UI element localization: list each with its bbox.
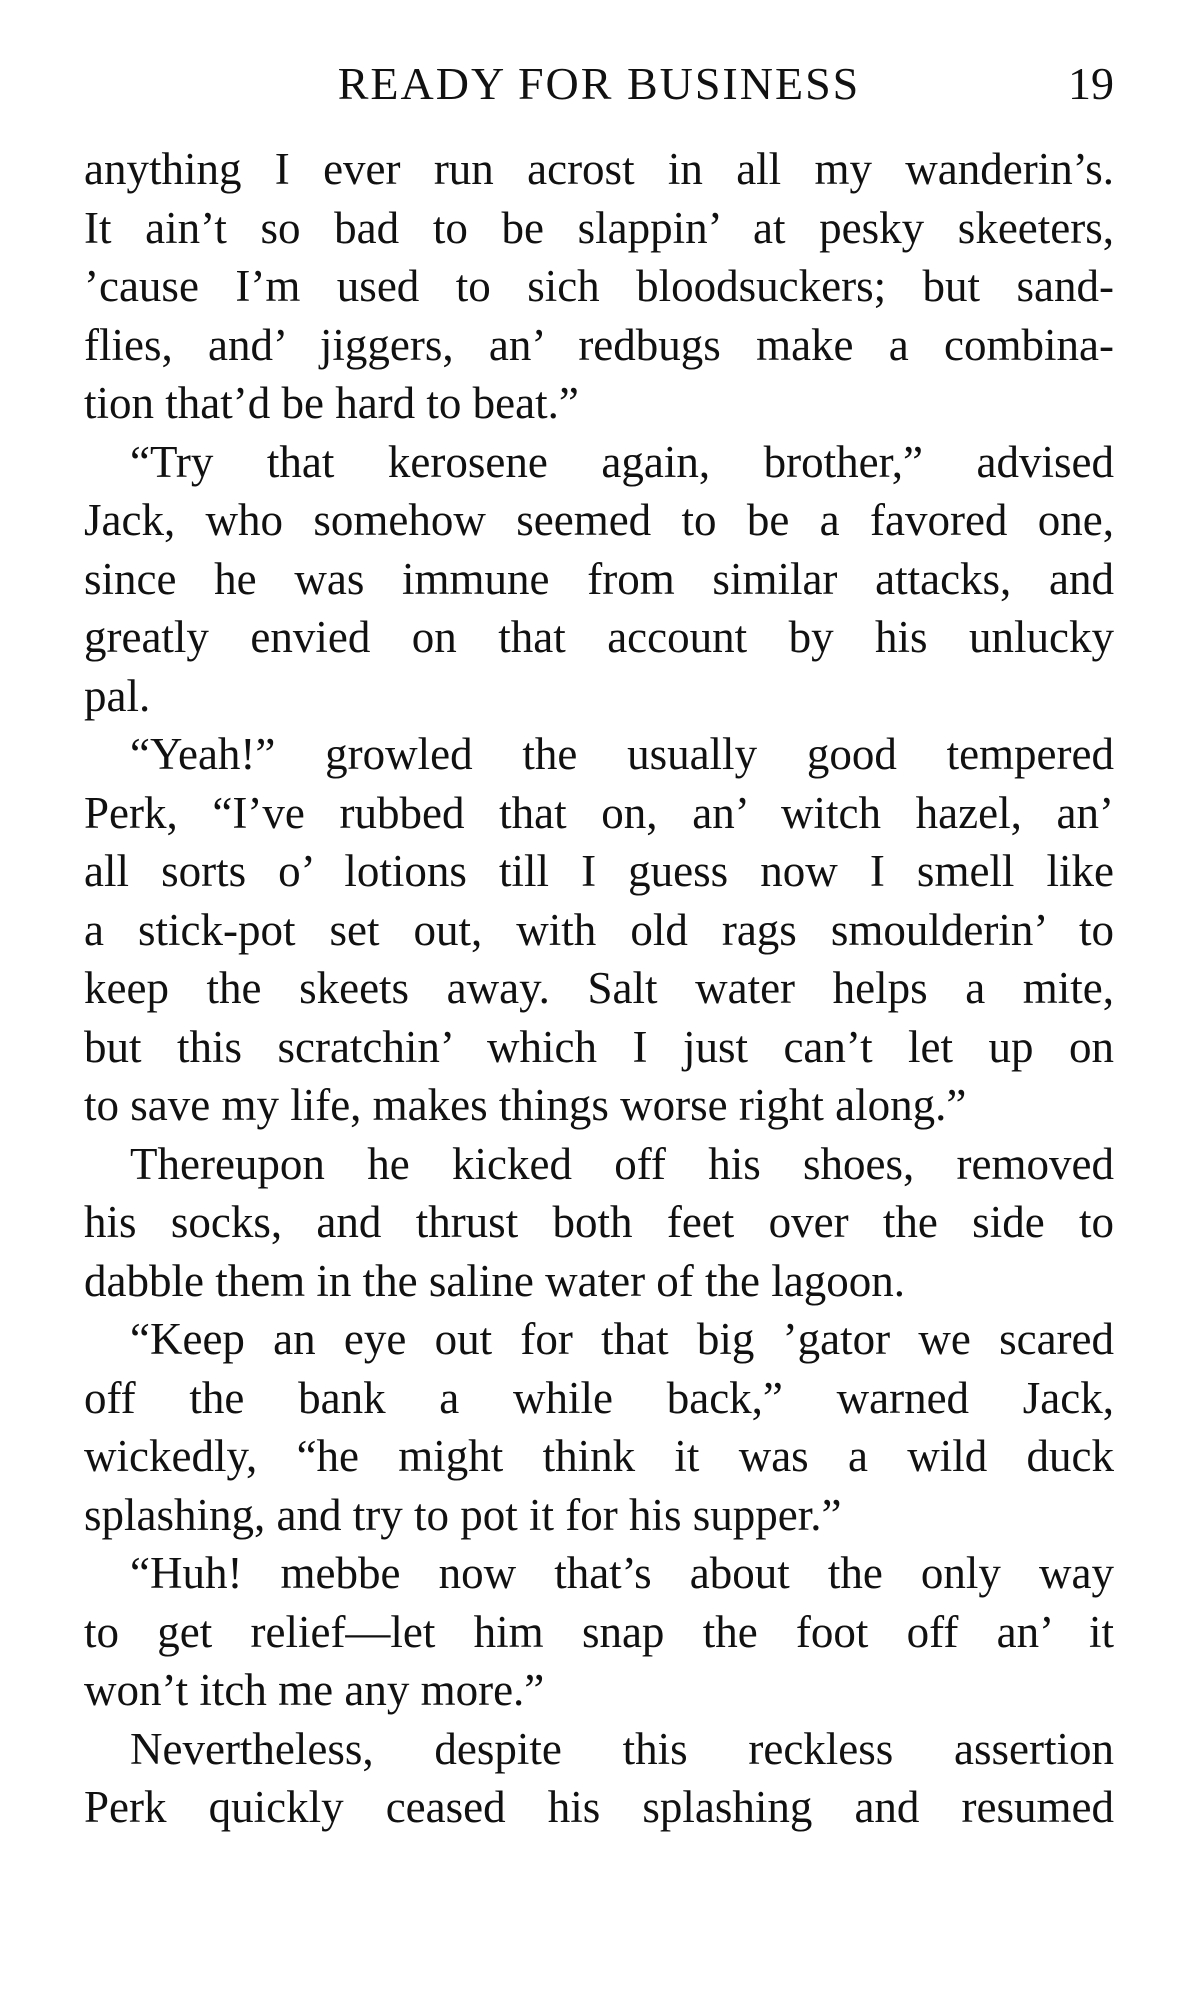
text-line: dabble them in the saline water of the lagoon. [84, 1255, 905, 1306]
text-line: off the bank a while back,” warned Jack, [84, 1372, 1114, 1423]
text-line: splashing, and try to pot it for his supper.” [84, 1489, 842, 1540]
text-line: greatly envied on that account by his unlucky [84, 612, 1114, 662]
text-line: all sorts o’ lotions till I guess now I smell like [84, 846, 1114, 896]
text-line: Perk, “I’ve rubbed that on, an’ witch hazel, an’ [84, 787, 1114, 838]
text-line: flies, and’ jiggers, an’ redbugs make a combina- [84, 319, 1114, 370]
body-text [84, 140, 1114, 1837]
text-line: Jack, who somehow seemed to be a favored one, [84, 495, 1114, 545]
paragraph-first-line: “Try that kerosene again, brother,” advised [130, 436, 1114, 487]
text-line: wickedly, “he might think it was a wild duck [84, 1431, 1114, 1481]
running-head [84, 54, 1114, 114]
text-line: since he was immune from similar attacks, and [84, 553, 1114, 604]
text-line: but this scratchin’ which I just can’t let up on [84, 1021, 1114, 1072]
text-line: to save my life, makes things worse right along.” [84, 1080, 967, 1130]
text-line: pal. [84, 670, 151, 721]
paragraph-first-line: “Huh! mebbe now that’s about the only way [130, 1548, 1114, 1598]
text-line: to get relief—let him snap the foot off an’ it [84, 1606, 1114, 1657]
text-line: It ain’t so bad to be slappin’ at pesky skeeters, [84, 202, 1114, 253]
paragraph-first-line: “Keep an eye out for that big ’gator we scared [130, 1314, 1114, 1364]
text-line: tion that’d be hard to beat.” [84, 378, 579, 428]
paragraph-first-line: “Yeah!” growled the usually good tempered [130, 729, 1114, 779]
text-line: Perk quickly ceased his splashing and resumed [84, 1782, 1114, 1832]
running-title: READY FOR BUSINESS [337, 58, 861, 109]
paragraph-first-line: Nevertheless, despite this reckless assertion [130, 1723, 1114, 1774]
text-line: his socks, and thrust both feet over the side to [84, 1197, 1114, 1247]
text-line: ’cause I’m used to sich bloodsuckers; but sand- [84, 261, 1114, 311]
text-line: keep the skeets away. Salt water helps a mite, [84, 963, 1114, 1013]
paragraph-first-line: Thereupon he kicked off his shoes, removed [130, 1138, 1114, 1189]
text-line: anything I ever run acrost in all my wanderin’s. [84, 144, 1114, 194]
page-number: 19 [1068, 58, 1114, 109]
text-line: won’t itch me any more.” [84, 1665, 545, 1715]
text-line: a stick-pot set out, with old rags smoulderin’ to [84, 904, 1114, 955]
